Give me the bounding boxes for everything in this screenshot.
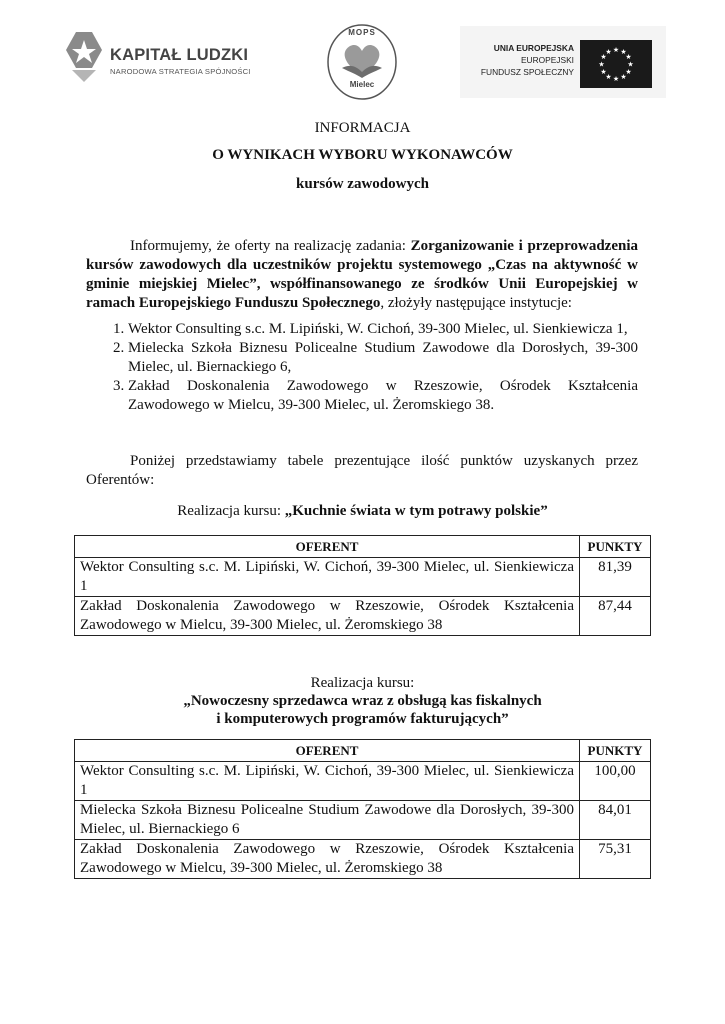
eu-logo-text — [466, 42, 574, 78]
course-2-name-line-2: i komputerowych programów fakturujących” — [216, 711, 509, 727]
course-1-results-table — [74, 535, 651, 636]
list-item: 1. Wektor Consulting s.c. M. Lipiński, W. Cichoń, 39-300 Mielec, ul. Sienkiewicza 1, — [128, 320, 638, 339]
offerent-cell: Wektor Consulting s.c. M. Lipiński, W. Cichoń, 39-300 Mielec, ul. Sienkiewicza 1 — [75, 762, 580, 801]
course-2-name-line-1: „Nowoczesny sprzedawca wraz z obsługą kas fiskalnych — [183, 693, 542, 709]
intro-task-name: Zorganizowanie i przeprowadzenia kursów zawodowych dla uczestników projektu systemowego „Czas na aktywność w gminie miejskiej Mielec”, współfinansowanego ze środków Unii Europejskiej w ramach Europejskiego Funduszu Społecznego — [86, 238, 638, 311]
points-cell: 87,44 — [580, 597, 651, 636]
mops-logo-top-text: MOPS — [348, 28, 376, 37]
points-cell: 75,31 — [580, 840, 651, 879]
table-row — [75, 840, 651, 879]
eu-logo-line3: FUNDUSZ SPOŁECZNY — [480, 67, 574, 77]
svg-text:★: ★ — [598, 60, 605, 69]
svg-text:★: ★ — [600, 68, 607, 76]
eu-logo-line1: UNIA EUROPEJSKA — [493, 43, 574, 53]
document-subtitle-2: kursów zawodowych — [296, 176, 429, 192]
document-title: INFORMACJA — [314, 120, 411, 136]
table-header-row — [75, 536, 651, 558]
table-row — [75, 801, 651, 840]
svg-text:★: ★ — [620, 48, 627, 56]
points-cell: 84,01 — [580, 801, 651, 840]
mops-logo — [324, 22, 400, 102]
kapital-ludzki-title: KAPITAŁ LUDZKI — [110, 46, 249, 64]
intro-text-2: , złożyły następujące instytucje: — [380, 295, 572, 311]
course-1-name: „Kuchnie świata w tym potrawy polskie” — [284, 503, 548, 519]
list-item: 2. Mielecka Szkoła Biznesu Policealne Studium Zawodowe dla Dorosłych, 39-300 Mielec, ul. Biernackiego 6, — [128, 339, 638, 377]
course-2-prefix: Realizacja kursu: — [310, 675, 415, 691]
svg-text:★: ★ — [605, 73, 612, 81]
svg-text:★: ★ — [620, 73, 627, 81]
eu-flag-icon — [580, 40, 652, 88]
tables-intro-paragraph: Poniżej przedstawiamy tabele prezentujące ilość punktów uzyskanych przez Oferentów: — [86, 453, 638, 488]
document-subtitle: O WYNIKACH WYBORU WYKONAWCÓW — [212, 147, 513, 163]
course-2-heading — [0, 674, 725, 728]
intro-text-1: Informujemy, że oferty na realizację zadania: — [130, 238, 411, 254]
table-header-row — [75, 740, 651, 762]
column-header-offerent: OFERENT — [75, 740, 580, 762]
svg-text:★: ★ — [600, 53, 607, 61]
eu-logo-line2: EUROPEJSKI — [520, 55, 574, 65]
svg-text:★: ★ — [612, 46, 620, 54]
table-row — [75, 558, 651, 597]
svg-text:★: ★ — [612, 75, 620, 83]
course-1-heading — [0, 503, 725, 520]
svg-text:★: ★ — [625, 68, 632, 76]
svg-text:★: ★ — [627, 60, 634, 69]
svg-text:★: ★ — [605, 48, 612, 56]
column-header-points: PUNKTY — [580, 536, 651, 558]
column-header-offerent: OFERENT — [75, 536, 580, 558]
points-cell: 81,39 — [580, 558, 651, 597]
column-header-points: PUNKTY — [580, 740, 651, 762]
kapital-ludzki-logo — [62, 28, 262, 88]
offerent-cell: Zakład Doskonalenia Zawodowego w Rzeszowie, Ośrodek Kształcenia Zawodowego w Mielcu, 39-300 Mielec, ul. Żeromskiego 38 — [75, 597, 580, 636]
intro-paragraph — [86, 237, 638, 313]
svg-text:★: ★ — [625, 53, 632, 61]
list-item: 3. Zakład Doskonalenia Zawodowego w Rzeszowie, Ośrodek Kształcenia Zawodowego w Mielcu, 39-300 Mielec, ul. Żeromskiego 38. — [128, 377, 638, 415]
kapital-ludzki-subtitle: NARODOWA STRATEGIA SPÓJNOŚCI — [110, 67, 251, 76]
offerent-cell: Wektor Consulting s.c. M. Lipiński, W. Cichoń, 39-300 Mielec, ul. Sienkiewicza 1 — [75, 558, 580, 597]
points-cell: 100,00 — [580, 762, 651, 801]
kapital-ludzki-emblem-icon — [62, 30, 104, 82]
eu-logo — [460, 26, 666, 98]
course-2-results-table — [74, 739, 651, 879]
table-row — [75, 762, 651, 801]
offers-list — [86, 320, 638, 415]
mops-logo-bottom-text: Mielec — [349, 80, 375, 89]
table-row — [75, 597, 651, 636]
offerent-cell: Mielecka Szkoła Biznesu Policealne Studium Zawodowe dla Dorosłych, 39-300 Mielec, ul. Biernackiego 6 — [75, 801, 580, 840]
course-1-prefix: Realizacja kursu: — [177, 503, 285, 519]
offerent-cell: Zakład Doskonalenia Zawodowego w Rzeszowie, Ośrodek Kształcenia Zawodowego w Mielcu, 39-300 Mielec, ul. Żeromskiego 38 — [75, 840, 580, 879]
